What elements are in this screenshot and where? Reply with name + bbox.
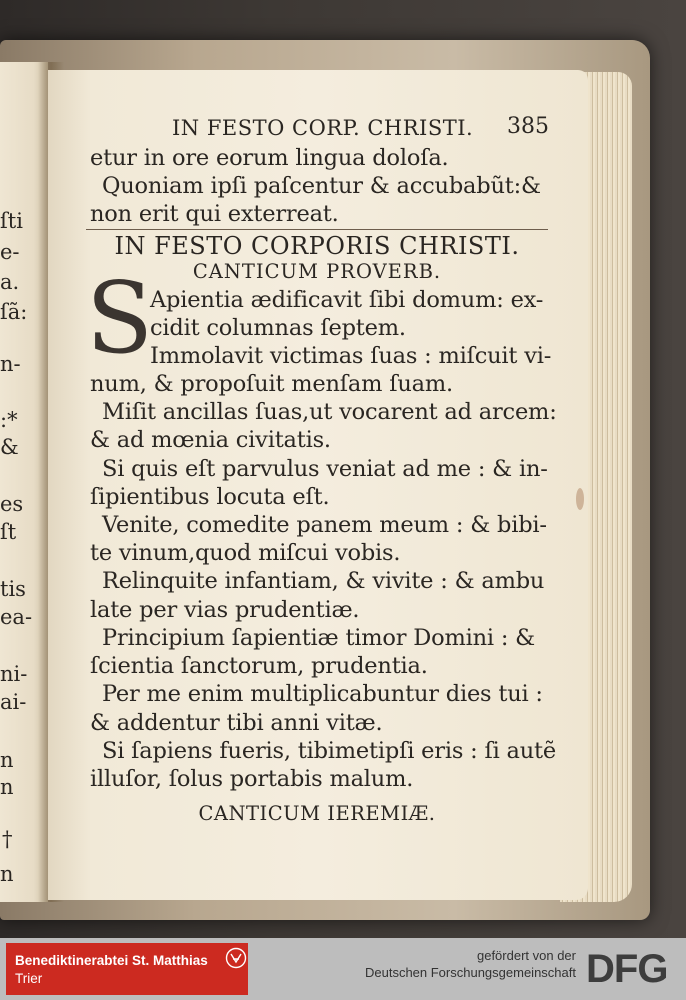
margin-fragment: e- <box>0 240 20 264</box>
margin-fragment: ſti <box>0 209 23 233</box>
margin-fragment: :* <box>0 408 18 432</box>
text-line: non erit qui exterreat. <box>90 201 339 227</box>
margin-fragment: es <box>0 492 24 516</box>
text-line: Venite, comedite panem meum : & bibi- <box>102 512 547 538</box>
margin-fragment: n <box>0 862 14 886</box>
institution-logo-icon <box>225 947 247 969</box>
text-line: Si quis eſt parvulus veniat ad me : & in- <box>102 456 548 482</box>
text-line: Principium ſapientiæ timor Domini : & <box>102 625 535 651</box>
text-line: te vinum,quod miſcui vobis. <box>90 540 401 566</box>
institution-city: Trier <box>15 971 43 986</box>
sponsor-text <box>365 947 576 981</box>
margin-fragment: ſt <box>0 520 17 544</box>
margin-fragment: † <box>2 827 13 851</box>
section-title: IN FESTO CORPORIS CHRISTI. <box>114 232 520 260</box>
margin-fragment: ni- <box>0 662 28 686</box>
text-line: cidit columnas ſeptem. <box>150 315 406 341</box>
text-line: Apientia ædificavit ſibi domum: ex- <box>150 287 544 313</box>
page-number: 385 <box>507 114 549 139</box>
margin-fragment: & <box>0 435 19 459</box>
text-line: Relinquite infantiam, & vivite : & ambu <box>102 568 545 594</box>
text-line: & ad mœnia civitatis. <box>90 427 331 453</box>
next-canticle-heading: CANTICUM IEREMIÆ. <box>198 802 436 825</box>
section-rule <box>86 229 548 230</box>
text-line: Per me enim multiplicabuntur dies tui : <box>102 681 543 707</box>
text-line: Si ſapiens fueris, tibimetipſi eris : ſi autẽ <box>102 738 556 764</box>
running-header: IN FESTO CORP. CHRISTI. <box>172 116 474 140</box>
text-line: Immolavit victimas ſuas : miſcuit vi- <box>150 343 552 369</box>
margin-fragment: n- <box>0 352 21 376</box>
institution-name: Benediktinerabtei St. Matthias <box>15 953 208 968</box>
margin-fragment: n <box>0 775 14 799</box>
sponsor-line-1: gefördert von der <box>476 948 576 963</box>
margin-fragment: ai- <box>0 690 27 714</box>
sponsor-line-2: Deutschen Forschungsgemeinschaft <box>364 965 576 980</box>
paper-stain <box>576 488 584 510</box>
margin-fragment: n <box>0 748 14 772</box>
margin-fragment: ſã: <box>0 300 28 324</box>
text-line: Quoniam ipſi paſcentur & accubabũt:& <box>102 173 541 199</box>
text-line: ſcientia ſanctorum, prudentia. <box>90 653 428 679</box>
canticle-heading: CANTICUM PROVERB. <box>192 260 442 283</box>
text-line: illuſor, ſolus portabis malum. <box>90 766 414 792</box>
text-line: etur in ore eorum lingua doloſa. <box>90 145 449 171</box>
margin-fragment: tis <box>0 577 26 601</box>
institution-banner[interactable] <box>6 943 248 995</box>
text-line: ſipientibus locuta eſt. <box>90 484 330 510</box>
drop-cap: S <box>86 262 154 376</box>
text-line: & addentur tibi anni vitæ. <box>90 710 383 736</box>
dfg-logo[interactable]: DFG <box>586 947 668 991</box>
text-line: Miſit ancillas ſuas,ut vocarent ad arcem: <box>102 399 557 425</box>
margin-fragment: ea- <box>0 605 33 629</box>
text-line: late per vias prudentiæ. <box>90 597 360 623</box>
text-line: num, & propoſuit menſam ſuam. <box>90 371 453 397</box>
margin-fragment: a. <box>0 270 20 294</box>
